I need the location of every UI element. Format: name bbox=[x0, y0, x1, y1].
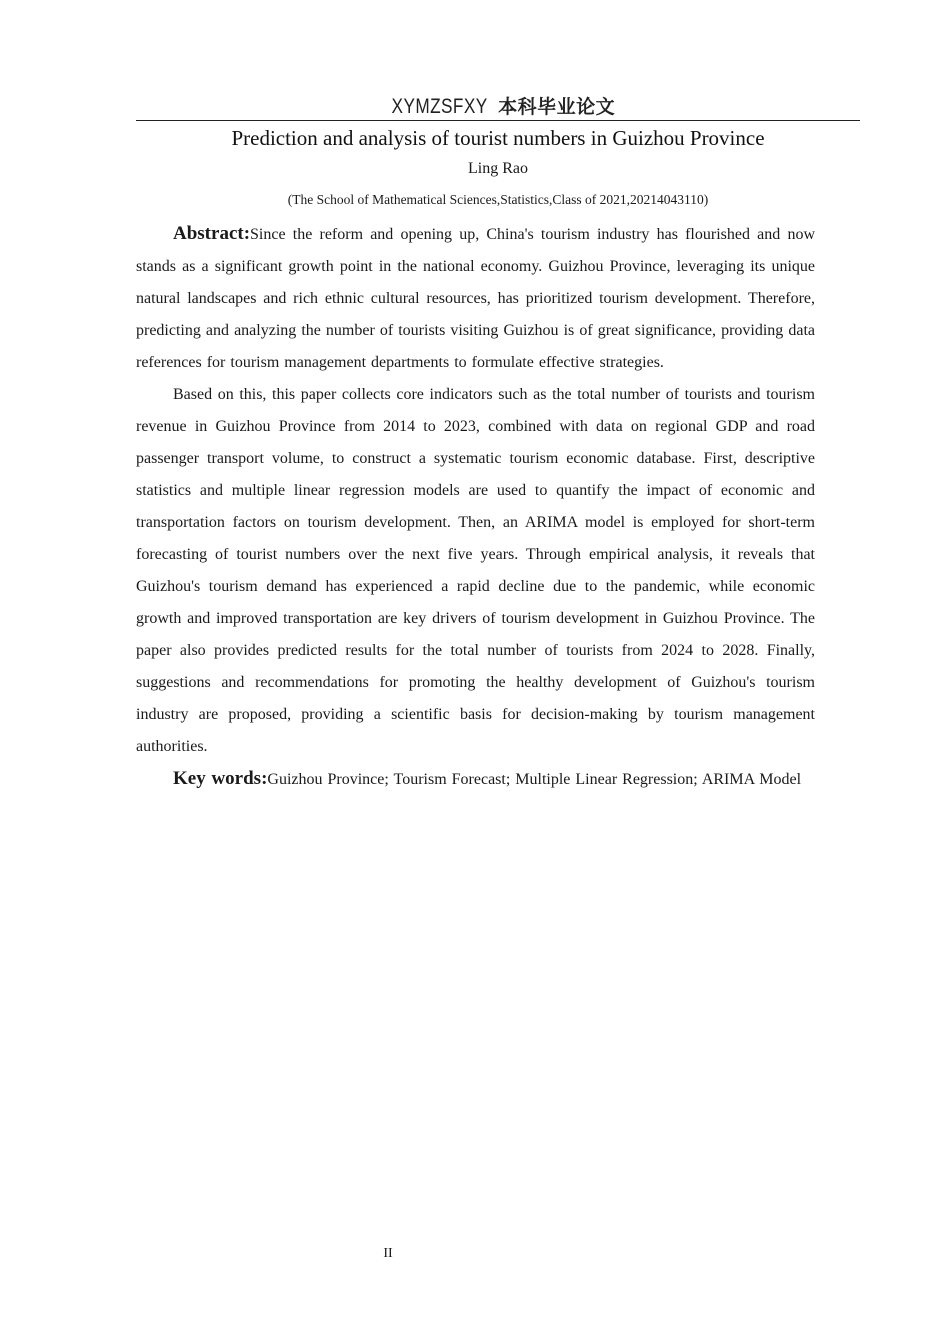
paper-affiliation: (The School of Mathematical Sciences,Statistics,Class of 2021,20214043110) bbox=[287, 192, 709, 207]
paper-title: Prediction and analysis of tourist numbers in Guizhou Province bbox=[231, 126, 765, 150]
abstract-text-1: Since the reform and opening up, China's tourism industry has flourished and now stands as a significant growth point in the national economy. Guizhou Province, leveraging its unique natural landscapes and rich ethnic cultural resources, has prioritized tourism development. Therefore, predicting and analyzing the number of tourists visiting Guizhou is of great significance, providing data references for tourism management departments to formulate effective strategies. bbox=[136, 226, 815, 371]
abstract-paragraph-2 bbox=[136, 379, 815, 763]
running-header bbox=[136, 93, 860, 121]
header-title bbox=[381, 94, 615, 118]
keywords-paragraph bbox=[136, 763, 815, 796]
paper-author: Ling Rao bbox=[468, 160, 528, 177]
abstract-text-2: Based on this, this paper collects core indicators such as the total number of tourists and tourism revenue in Guizhou Province from 2014 to 2023, combined with data on regional GDP and road passenger transport volume, to construct a systematic tourism economic database. First, descriptive statistics and multiple linear regression models are used to quantify the impact of economic and transportation factors on tourism development. Then, an ARIMA model is employed for short-term forecasting of tourist numbers over the next five years. Through empirical analysis, it reveals that Guizhou's tourism demand has experienced a rapid decline due to the pandemic, while economic growth and improved transportation are key drivers of tourism development in Guizhou Province. The paper also provides predicted results for the total number of tourists from 2024 to 2028. Finally, suggestions and recommendations for promoting the healthy development of Guizhou's tourism industry are proposed, providing a scientific basis for decision-making by tourism management authorities. bbox=[136, 386, 815, 755]
header-institution-code: XYMZSFXY bbox=[391, 95, 488, 118]
keywords-label: Key words: bbox=[173, 768, 268, 789]
keywords-text: Guizhou Province; Tourism Forecast; Multiple Linear Regression; ARIMA Model bbox=[267, 771, 802, 788]
abstract-section bbox=[136, 218, 815, 796]
page-number: II bbox=[383, 1246, 393, 1261]
abstract-label: Abstract: bbox=[173, 223, 251, 244]
abstract-paragraph-1 bbox=[136, 218, 815, 379]
header-thesis-type: 本科毕业论文 bbox=[498, 96, 616, 118]
